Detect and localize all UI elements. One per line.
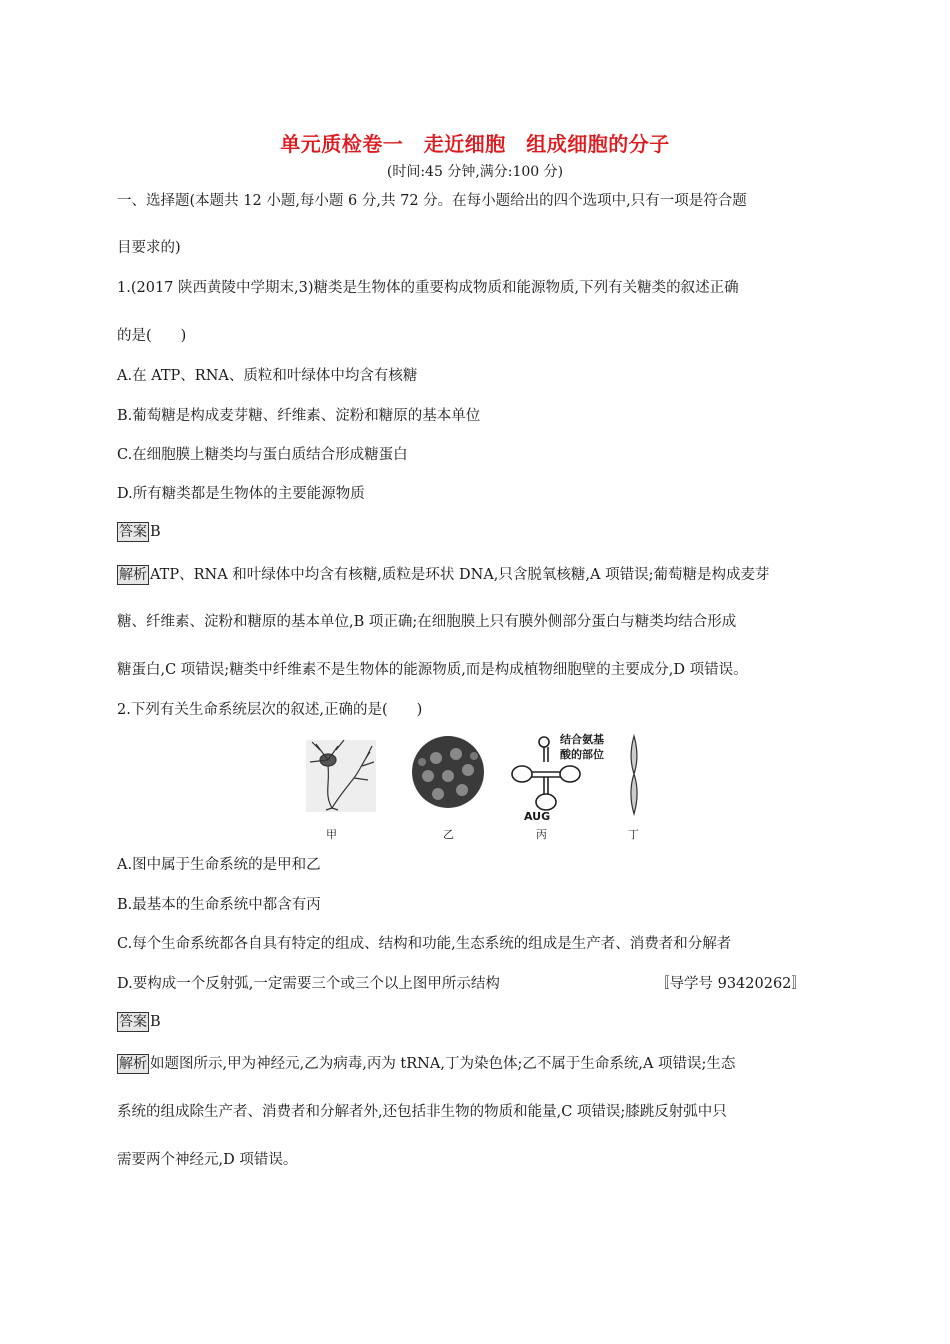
page-title: 单元质检卷一 走近细胞 组成细胞的分子: [280, 132, 670, 156]
q2-figure: [298, 732, 658, 842]
section-instructions-line1: 一、选择题(本题共 12 小题,每小题 6 分,共 72 分。在每小题给出的四个选项中,只有一项是符合题: [117, 193, 747, 209]
trna-note-line1: 结合氨基: [560, 733, 604, 746]
q2-analysis-text1: 如题图所示,甲为神经元,乙为病毒,丙为 tRNA,丁为染色体;乙不属于生命系统,A 项错误;生态: [150, 1056, 736, 1072]
q2-option-a: A.图中属于生命系统的是甲和乙: [117, 857, 321, 873]
q2-analysis-line1: [117, 1052, 735, 1074]
q2-answer: [117, 1012, 161, 1032]
label-ding: 丁: [628, 828, 639, 841]
section-instructions-line2: 目要求的): [117, 240, 181, 256]
q1-stem-line2: 的是( ): [117, 328, 187, 344]
q1-analysis-line1: [117, 563, 769, 585]
guide-number: 〚导学号 93420262〛: [655, 976, 806, 992]
q1-stem-line1: 1.(2017 陕西黄陵中学期末,3)糖类是生物体的重要构成物质和能源物质,下列有关糖类的叙述正确: [117, 280, 739, 296]
q2-analysis-line2: 系统的组成除生产者、消费者和分解者外,还包括非生物的物质和能量,C 项错误;膝跳反射弧中只: [117, 1104, 727, 1120]
q2-analysis-tag: 解析: [119, 1056, 147, 1072]
q1-option-b: B.葡萄糖是构成麦芽糖、纤维素、淀粉和糖原的基本单位: [117, 408, 481, 424]
virus-image: [412, 736, 484, 808]
label-jia: 甲: [326, 828, 337, 841]
q2-figure-svg: [298, 732, 658, 842]
q2-answer-tag: 答案: [119, 1014, 147, 1030]
q2-stem: 2.下列有关生命系统层次的叙述,正确的是( ): [117, 702, 423, 718]
neuron-image: [306, 740, 376, 812]
q1-answer-tag: 答案: [119, 524, 147, 540]
q1-analysis-line2: 糖、纤维素、淀粉和糖原的基本单位,B 项正确;在细胞膜上只有膜外侧部分蛋白与糖类均结合形成: [117, 614, 737, 630]
page-subtitle: (时间:45 分钟,满分:100 分): [386, 164, 564, 180]
q1-option-d: D.所有糖类都是生物体的主要能源物质: [117, 486, 365, 502]
trna-note-line2: 酸的部位: [560, 748, 604, 761]
q1-option-c: C.在细胞膜上糖类均与蛋白质结合形成糖蛋白: [117, 447, 408, 463]
trna-codon: AUG: [524, 810, 551, 823]
q1-analysis-text1: ATP、RNA 和叶绿体中均含有核糖,质粒是环状 DNA,只含脱氧核糖,A 项错误;葡萄糖是构成麦芽: [150, 567, 770, 583]
label-yi: 乙: [443, 828, 454, 841]
q2-answer-value: B: [150, 1014, 161, 1030]
q1-analysis-line3: 糖蛋白,C 项错误;糖类中纤维素不是生物体的能源物质,而是构成植物细胞壁的主要成分,D 项错误。: [117, 662, 748, 678]
chromosome-image: [631, 736, 637, 814]
q2-option-c: C.每个生命系统都各自具有特定的组成、结构和功能,生态系统的组成是生产者、消费者和分解者: [117, 936, 732, 952]
q1-analysis-tag: 解析: [119, 567, 147, 583]
q1-answer: [117, 522, 161, 542]
q2-analysis-line3: 需要两个神经元,D 项错误。: [117, 1152, 298, 1168]
label-bing: 丙: [536, 828, 547, 841]
q1-option-a: A.在 ATP、RNA、质粒和叶绿体中均含有核糖: [117, 368, 418, 384]
q1-answer-value: B: [150, 524, 161, 540]
q2-option-b: B.最基本的生命系统中都含有丙: [117, 897, 321, 913]
q2-option-d: D.要构成一个反射弧,一定需要三个或三个以上图甲所示结构: [117, 976, 500, 992]
